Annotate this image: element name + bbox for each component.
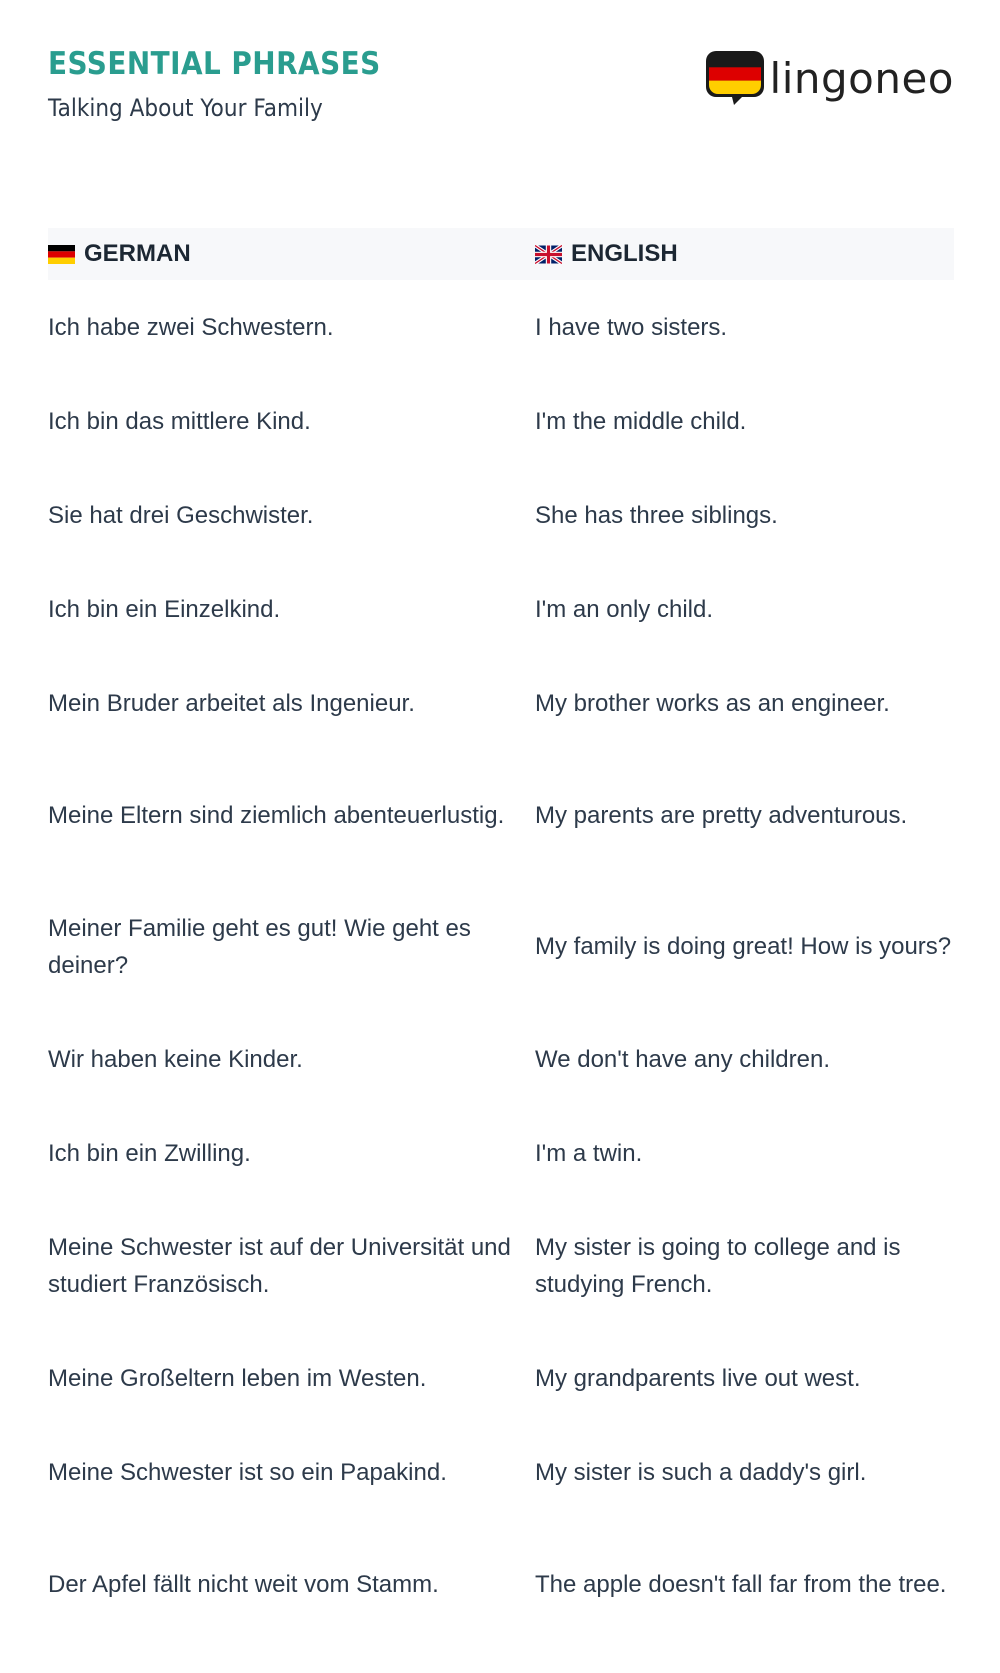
page-subtitle: Talking About Your Family [48,94,323,122]
phrases-table [48,228,954,1650]
german-phrase: Sie hat drei Geschwister. [48,501,314,529]
english-phrase: I'm an only child. [535,595,713,623]
english-phrase: My parents are pretty adventurous. [535,802,908,829]
table-row [48,750,954,881]
german-phrase: Meine Eltern sind ziemlich abenteuerlustig. [48,802,505,829]
english-phrase: I'm the middle child. [535,407,747,435]
table-row [48,881,954,1012]
table-row [48,280,954,374]
lingoneo-logo[interactable] [706,50,954,106]
german-phrase: Meine Schwester ist auf der Universität und studiert Französisch. [48,1233,511,1298]
english-phrase: She has three siblings. [535,501,778,529]
german-phrase: Ich habe zwei Schwestern. [48,313,334,341]
table-row [48,1200,954,1331]
table-row [48,374,954,468]
column-label-english: ENGLISH [571,240,678,267]
column-label-german: GERMAN [84,240,191,267]
table-row [48,1519,954,1650]
english-phrase: My brother works as an engineer. [535,689,890,717]
german-phrase: Mein Bruder arbeitet als Ingenieur. [48,689,415,717]
page-title: ESSENTIAL PHRASES [48,46,381,82]
page-header [48,46,954,126]
english-phrase: The apple doesn't fall far from the tree. [535,1571,947,1598]
german-phrase: Wir haben keine Kinder. [48,1045,303,1073]
table-row [48,468,954,562]
english-phrase: I have two sisters. [535,313,728,341]
column-header-english [535,240,678,268]
column-header-german [48,240,535,268]
german-phrase: Ich bin das mittlere Kind. [48,407,311,435]
table-row [48,1331,954,1425]
german-phrase: Der Apfel fällt nicht weit vom Stamm. [48,1571,439,1598]
german-phrase: Meine Großeltern leben im Westen. [48,1364,427,1392]
uk-flag-icon [535,245,562,264]
table-row [48,1106,954,1200]
english-phrase: I'm a twin. [535,1139,643,1167]
table-row [48,562,954,656]
english-phrase: My grandparents live out west. [535,1364,861,1392]
german-phrase: Meine Schwester ist so ein Papakind. [48,1458,447,1486]
logo-text: lingoneo [769,53,954,103]
english-phrase: My sister is such a daddy's girl. [535,1458,867,1486]
english-phrase: My sister is going to college and is studying French. [535,1233,901,1298]
german-phrase: Meiner Familie geht es gut! Wie geht es deiner? [48,914,471,979]
german-phrase: Ich bin ein Einzelkind. [48,595,281,623]
german-flag-icon [48,245,75,264]
table-row [48,656,954,750]
table-row [48,1425,954,1519]
speech-bubble-flag-icon [706,51,764,105]
table-header [48,228,954,280]
english-phrase: We don't have any children. [535,1045,830,1073]
german-phrase: Ich bin ein Zwilling. [48,1139,251,1167]
english-phrase: My family is doing great! How is yours? [535,933,952,960]
table-row [48,1012,954,1106]
